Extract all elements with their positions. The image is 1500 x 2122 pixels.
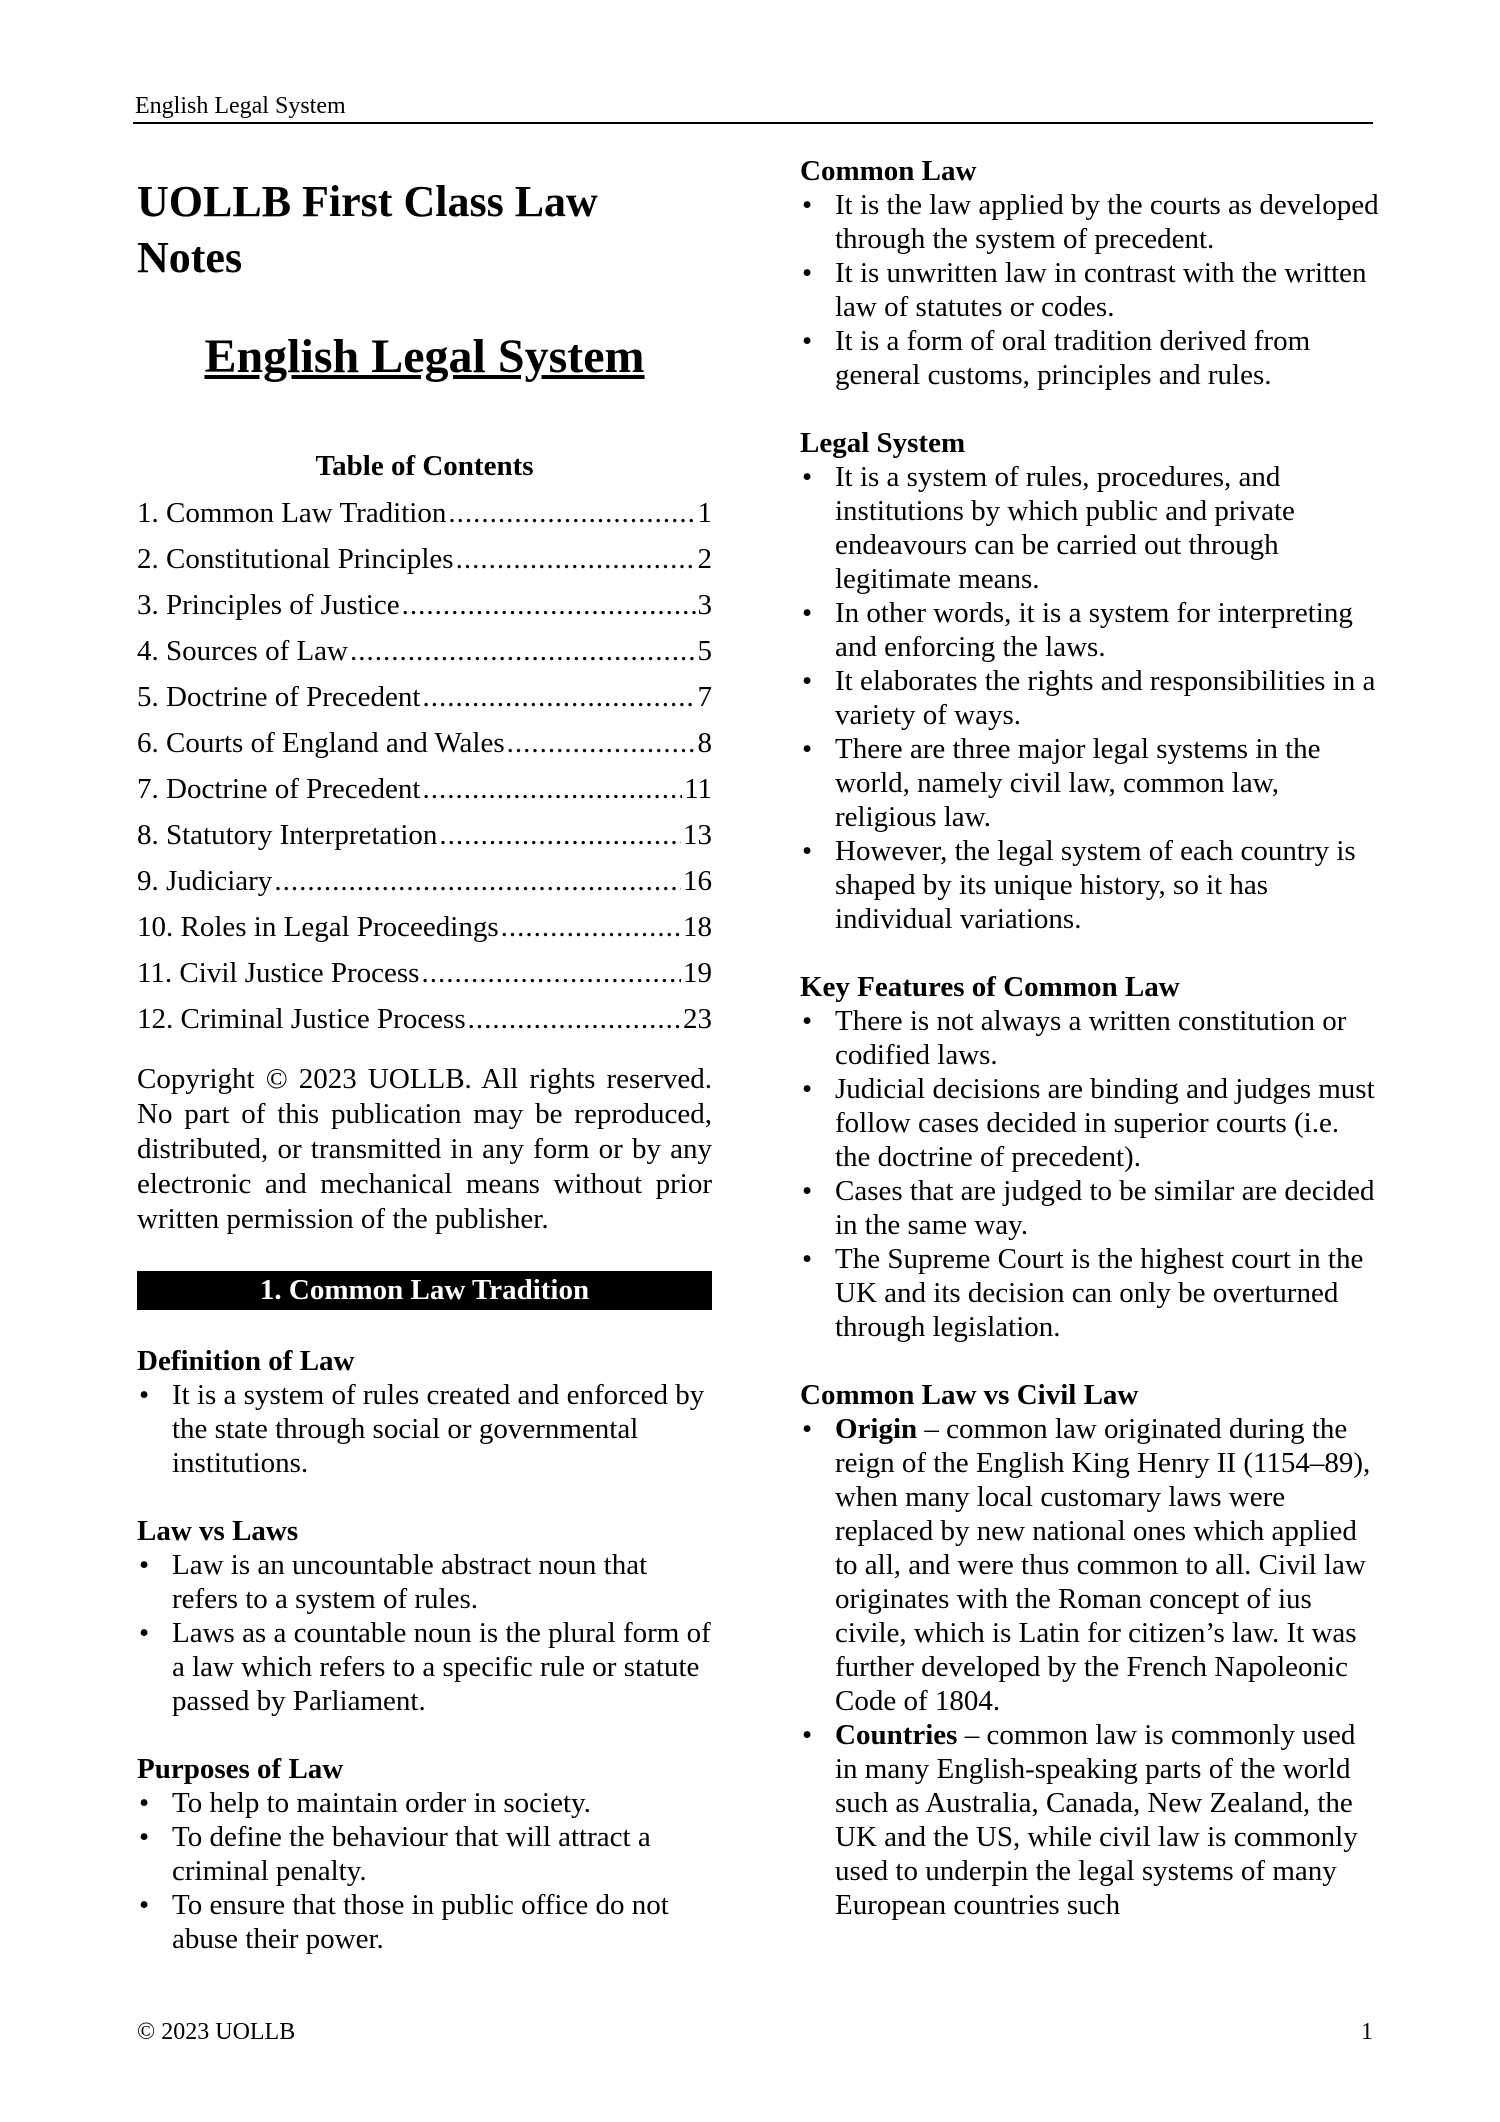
toc-leader [468,996,681,1042]
toc-entry-label: 4. Sources of Law [137,635,349,667]
definition-of-law-block [137,1344,712,1480]
toc-entry-label: 1. Common Law Tradition [137,497,447,529]
bullet-list [137,1786,712,1956]
running-header: English Legal System [135,93,346,119]
left-column [137,174,712,1956]
copyright-notice: Copyright © 2023 UOLLB. All rights reserved. No part of this publication may be reproduced, distributed, or transmitted in any form or by any electronic and mechanical means without prior written permission of the publisher. [137,1063,712,1235]
key-features-block [800,970,1380,1344]
subsection-heading: Common Law [800,155,977,187]
toc-entry-page: 2 [697,543,712,575]
toc-heading: Table of Contents [315,450,534,482]
toc-entry[interactable] [137,536,712,582]
bullet-item: • Law is an uncountable abstract noun that refers to a system of rules. [137,1548,712,1616]
bullet-item: • It is unwritten law in contrast with the written law of statutes or codes. [800,256,1380,324]
toc-leader [421,950,681,996]
toc-leader [439,812,681,858]
common-vs-civil-block [800,1378,1380,1922]
toc-entry-page: 3 [697,589,712,621]
law-vs-laws-block [137,1514,712,1718]
toc-entry-page: 16 [683,865,712,897]
bullet-item: • There are three major legal systems in the world, namely civil law, common law, religious law. [800,732,1380,834]
toc-entry-page: 19 [683,957,712,989]
legal-system-block [800,426,1380,936]
bullet-lead-term: Countries [835,1719,958,1751]
toc-entry-page: 18 [683,911,712,943]
toc-leader [501,904,681,950]
bullet-item [800,1718,1380,1922]
toc-entry-page: 5 [697,635,712,667]
toc-entry[interactable] [137,628,712,674]
bullet-item: • Judicial decisions are binding and judges must follow cases decided in superior courts (i.e. the doctrine of precedent). [800,1072,1380,1174]
subsection-heading: Definition of Law [137,1345,355,1377]
bullet-list [800,188,1380,392]
bullet-list [137,1548,712,1718]
bullet-item: • In other words, it is a system for interpreting and enforcing the laws. [800,596,1380,664]
common-law-block [800,154,1380,392]
toc-entry-label: 3. Principles of Justice [137,589,400,621]
toc-entry[interactable] [137,858,712,904]
bullet-item: • It is a system of rules, procedures, and institutions by which public and private endeavours can be carried out through legitimate means. [800,460,1380,596]
subsection-heading: Common Law vs Civil Law [800,1379,1139,1411]
bullet-item: • To ensure that those in public office do not abuse their power. [137,1888,712,1956]
bullet-text: – common law is commonly used in many English-speaking parts of the world such as Australia, Canada, New Zealand, the UK and the US, while civil law is commonly used to underpin the legal systems of many European countries such [835,1719,1358,1921]
table-of-contents [137,490,712,1042]
toc-entry[interactable] [137,766,712,812]
bullet-text: – common law originated during the reign of the English King Henry II (1154–89), when many local customary laws were replaced by new national ones which applied to all, and were thus common to all. Civil law originates with the Roman concept of ius civile, which is Latin for citizen’s law. It was further developed by the French Napoleonic Code of 1804. [835,1413,1371,1717]
bullet-item: • To define the behaviour that will attract a criminal penalty. [137,1820,712,1888]
bullet-item: • It is a form of oral tradition derived from general customs, principles and rules. [800,324,1380,392]
toc-entry[interactable] [137,812,712,858]
toc-entry-label: 8. Statutory Interpretation [137,819,438,851]
bullet-item: • It is the law applied by the courts as developed through the system of precedent. [800,188,1380,256]
bullet-item [800,1412,1380,1718]
toc-entry-page: 7 [697,681,712,713]
toc-entry-label: 9. Judiciary [137,865,273,897]
toc-entry-label: 12. Criminal Justice Process [137,1003,466,1035]
document-title: English Legal System [204,330,645,383]
toc-leader [448,490,695,536]
toc-leader [422,674,695,720]
bullet-list [800,1412,1380,1922]
toc-entry-label: 5. Doctrine of Precedent [137,681,421,713]
bullet-item: • However, the legal system of each country is shaped by its unique history, so it has individual variations. [800,834,1380,936]
toc-entry-page: 13 [683,819,712,851]
toc-entry[interactable] [137,950,712,996]
bullet-list [800,1004,1380,1344]
toc-entry-label: 10. Roles in Legal Proceedings [137,911,499,943]
toc-entry[interactable] [137,490,712,536]
toc-leader [422,766,682,812]
toc-entry[interactable] [137,674,712,720]
toc-entry-label: 11. Civil Justice Process [137,957,420,989]
toc-entry-page: 23 [683,1003,712,1035]
toc-entry[interactable] [137,996,712,1042]
bullet-list [800,460,1380,936]
toc-entry[interactable] [137,720,712,766]
main-title: UOLLB First Class Law Notes [137,177,598,282]
subsection-heading: Purposes of Law [137,1753,344,1785]
subsection-heading: Key Features of Common Law [800,971,1180,1003]
toc-leader [274,858,681,904]
toc-leader [456,536,696,582]
toc-entry-label: 7. Doctrine of Precedent [137,773,421,805]
toc-leader [402,582,696,628]
bullet-item: • The Supreme Court is the highest court in the UK and its decision can only be overturned through legislation. [800,1242,1380,1344]
subsection-heading: Law vs Laws [137,1515,299,1547]
right-column [800,154,1380,1922]
bullet-lead-term: Origin [835,1413,918,1445]
toc-entry-label: 2. Constitutional Principles [137,543,454,575]
toc-leader [507,720,696,766]
toc-entry-page: 11 [684,773,712,805]
toc-entry-page: 8 [697,727,712,759]
subsection-heading: Legal System [800,427,966,459]
bullet-item: • It elaborates the rights and responsibilities in a variety of ways. [800,664,1380,732]
page-number: 1 [1361,2019,1373,2045]
bullet-list [137,1378,712,1480]
bullet-item: • It is a system of rules created and enforced by the state through social or governmental institutions. [137,1378,712,1480]
header-rule [133,122,1373,124]
toc-entry[interactable] [137,904,712,950]
toc-entry[interactable] [137,582,712,628]
bullet-item: • To help to maintain order in society. [137,1786,712,1820]
footer-copyright: © 2023 UOLLB [137,2019,296,2045]
toc-entry-page: 1 [697,497,712,529]
section-heading: 1. Common Law Tradition [137,1271,712,1310]
bullet-item: • Laws as a countable noun is the plural form of a law which refers to a specific rule or statute passed by Parliament. [137,1616,712,1718]
toc-leader [350,628,695,674]
bullet-item: • Cases that are judged to be similar are decided in the same way. [800,1174,1380,1242]
bullet-item: • There is not always a written constitution or codified laws. [800,1004,1380,1072]
toc-entry-label: 6. Courts of England and Wales [137,727,505,759]
purposes-of-law-block [137,1752,712,1956]
